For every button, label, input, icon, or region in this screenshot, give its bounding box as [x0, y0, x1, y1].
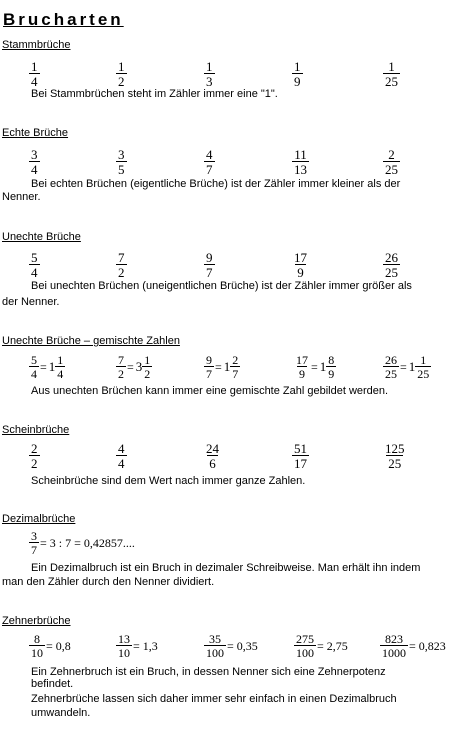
heading-zehnerbrueche: Zehnerbrüche: [2, 615, 71, 627]
fraction: $\frac{17}{9}$: [294, 250, 307, 280]
decimal-fraction-expression: $\frac{823}{1000}$ = 0,823: [382, 632, 446, 660]
fraction: $\frac{1}{3}$: [206, 59, 213, 89]
fraction: $\frac{24}{6}$: [206, 441, 219, 471]
description: Bei Stammbrüchen steht im Zähler immer eine "1".: [31, 88, 278, 100]
fraction: $\frac{125}{25}$: [385, 441, 405, 471]
fraction: $\frac{1}{4}$: [31, 59, 38, 89]
fraction: $\frac{4}{4}$: [118, 441, 125, 471]
fraction: $\frac{26}{25}$: [385, 250, 398, 280]
decimal-fraction-expression: $\frac{35}{100}$ = 0,35: [206, 632, 258, 660]
description: der Nenner.: [2, 296, 60, 308]
heading-stammbrueche: Stammbrüche: [2, 39, 71, 51]
fraction: $\frac{1}{9}$: [294, 59, 301, 89]
mixed-number-expression: $\frac{26}{25}$ = 1 $\frac{1}{25}$: [385, 353, 430, 381]
description: Scheinbrüche sind dem Wert nach immer ganze Zahlen.: [31, 475, 306, 487]
description: Bei unechten Brüchen (uneigentlichen Brüche) ist der Zähler immer größer als: [31, 280, 412, 292]
heading-dezimalbrueche: Dezimalbrüche: [2, 513, 76, 525]
mixed-number-expression: $\frac{17}{9}$ = 1 $\frac{8}{9}$: [296, 353, 335, 381]
heading-unechte-brueche: Unechte Brüche: [2, 231, 81, 243]
fraction: $\frac{2}{2}$: [31, 441, 38, 471]
decimal-expression: $\frac{3}{7}$ = 3 : 7 = 0,42857....: [31, 529, 135, 557]
description: Aus unechten Brüchen kann immer eine gemischte Zahl gebildet werden.: [31, 385, 389, 397]
fraction: $\frac{3}{4}$: [31, 147, 38, 177]
decimal-fraction-expression: $\frac{13}{10}$ = 1,3: [118, 632, 158, 660]
description: Ein Dezimalbruch ist ein Bruch in dezimaler Schreibweise. Man erhält ihn indem: [31, 562, 421, 574]
page-title: Brucharten: [3, 10, 124, 29]
fraction: $\frac{3}{5}$: [118, 147, 125, 177]
fraction: $\frac{2}{25}$: [385, 147, 398, 177]
mixed-number-expression: $\frac{7}{2}$ = 3 $\frac{1}{2}$: [118, 353, 151, 381]
description: man den Zähler durch den Nenner dividiert.: [2, 576, 215, 588]
fraction: $\frac{4}{7}$: [206, 147, 213, 177]
description: Nenner.: [2, 191, 41, 203]
mixed-number-expression: $\frac{9}{7}$ = 1 $\frac{2}{7}$: [206, 353, 239, 381]
description: Bei echten Brüchen (eigentliche Brüche) ist der Zähler immer kleiner als der: [31, 178, 401, 190]
heading-echte-brueche: Echte Brüche: [2, 127, 69, 139]
heading-scheinbrueche: Scheinbrüche: [2, 424, 70, 436]
mixed-number-expression: $\frac{5}{4}$ = 1 $\frac{1}{4}$: [31, 353, 64, 381]
heading-gemischte-zahlen: Unechte Brüche – gemischte Zahlen: [2, 335, 180, 347]
fraction: $\frac{11}{13}$: [294, 147, 307, 177]
fraction: $\frac{7}{2}$: [118, 250, 125, 280]
fraction: $\frac{5}{4}$: [31, 250, 38, 280]
fraction: $\frac{1}{2}$: [118, 59, 125, 89]
fraction: $\frac{51}{17}$: [294, 441, 307, 471]
description: Ein Zehnerbruch ist ein Bruch, in dessen Nenner sich eine Zehnerpotenz: [31, 666, 386, 678]
description: befindet.: [31, 678, 74, 690]
decimal-fraction-expression: $\frac{8}{10}$ = 0,8: [31, 632, 71, 660]
description: Zehnerbrüche lassen sich daher immer sehr einfach in einen Dezimalbruch: [31, 693, 397, 705]
fraction: $\frac{9}{7}$: [206, 250, 213, 280]
decimal-fraction-expression: $\frac{275}{100}$ = 2,75: [296, 632, 348, 660]
fraction: $\frac{1}{25}$: [385, 59, 398, 89]
description: umwandeln.: [31, 707, 91, 719]
